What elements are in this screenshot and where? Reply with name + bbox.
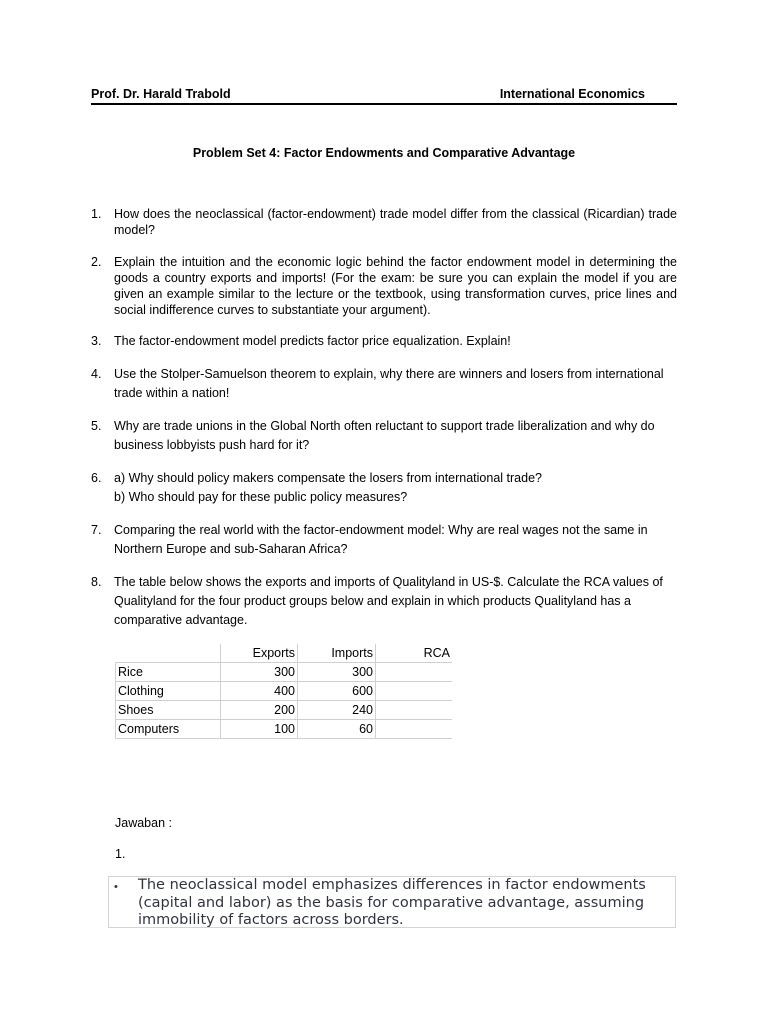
table-row bbox=[116, 682, 453, 701]
question-number: 3. bbox=[91, 334, 102, 348]
exports-cell: 300 bbox=[221, 663, 298, 682]
table-header-row bbox=[116, 644, 453, 663]
imports-cell: 600 bbox=[298, 682, 376, 701]
question-1 bbox=[91, 206, 677, 238]
question-6 bbox=[91, 469, 677, 507]
row-label: Rice bbox=[116, 663, 221, 682]
rca-cell bbox=[376, 663, 453, 682]
answer-label: Jawaban : bbox=[115, 816, 172, 830]
imports-cell: 300 bbox=[298, 663, 376, 682]
header-rule bbox=[91, 103, 677, 105]
question-8 bbox=[91, 573, 677, 630]
header-author: Prof. Dr. Harald Trabold bbox=[91, 87, 231, 101]
question-number: 1. bbox=[91, 207, 102, 221]
question-text: The table below shows the exports and imports of Qualityland in US-$. Calculate the RCA values of Qualityland for the four product groups below and explain in which products Qualityland has a comparative advantage. bbox=[114, 575, 663, 627]
answer-number: 1. bbox=[115, 847, 126, 861]
row-label: Clothing bbox=[116, 682, 221, 701]
header-imports: Imports bbox=[298, 644, 376, 663]
question-text-b: b) Who should pay for these public policy measures? bbox=[114, 490, 408, 504]
answer-box bbox=[108, 876, 676, 928]
question-number: 6. bbox=[91, 471, 102, 485]
question-text: Why are trade unions in the Global North often reluctant to support trade liberalization and why do business lobbyists push hard for it? bbox=[114, 419, 655, 452]
question-text-a: a) Why should policy makers compensate the losers from international trade? bbox=[114, 471, 542, 485]
rca-cell bbox=[376, 701, 453, 720]
question-text: Use the Stolper-Samuelson theorem to explain, why there are winners and losers from international trade within a nation! bbox=[114, 367, 664, 400]
row-label: Shoes bbox=[116, 701, 221, 720]
question-number: 7. bbox=[91, 523, 102, 537]
question-number: 5. bbox=[91, 419, 102, 433]
table-row bbox=[116, 720, 453, 739]
exports-cell: 200 bbox=[221, 701, 298, 720]
question-5 bbox=[91, 417, 677, 455]
rca-cell bbox=[376, 682, 453, 701]
rca-table bbox=[115, 644, 452, 739]
exports-cell: 100 bbox=[221, 720, 298, 739]
bullet-icon: • bbox=[114, 881, 118, 893]
question-number: 4. bbox=[91, 367, 102, 381]
header-course: International Economics bbox=[499, 87, 645, 101]
table-row bbox=[116, 701, 453, 720]
question-number: 2. bbox=[91, 255, 102, 269]
rca-cell bbox=[376, 720, 453, 739]
question-7 bbox=[91, 521, 677, 559]
header-exports: Exports bbox=[221, 644, 298, 663]
question-number: 8. bbox=[91, 575, 102, 589]
header-cell bbox=[116, 644, 221, 663]
question-text: Explain the intuition and the economic logic behind the factor endowment model in determining the goods a country exports and imports! (For the exam: be sure you can explain the model if you are given an example similar to the lecture or the textbook, using transformation curves, price lines and social indifference curves to substantiate your argument). bbox=[114, 255, 677, 317]
question-3 bbox=[91, 333, 677, 349]
question-text: The factor-endowment model predicts factor price equalization. Explain! bbox=[114, 334, 511, 348]
question-text: How does the neoclassical (factor-endowment) trade model differ from the classical (Ricardian) trade model? bbox=[114, 207, 677, 237]
imports-cell: 60 bbox=[298, 720, 376, 739]
question-2 bbox=[91, 254, 677, 318]
problem-set-title: Problem Set 4: Factor Endowments and Comparative Advantage bbox=[192, 146, 576, 160]
question-4 bbox=[91, 365, 677, 403]
answer-text: The neoclassical model emphasizes differences in factor endowments (capital and labor) as the basis for comparative advantage, assuming immobility of factors across borders. bbox=[138, 877, 646, 928]
imports-cell: 240 bbox=[298, 701, 376, 720]
header-rca: RCA bbox=[376, 644, 453, 663]
question-text: Comparing the real world with the factor-endowment model: Why are real wages not the same in Northern Europe and sub-Saharan Africa? bbox=[114, 523, 648, 556]
row-label: Computers bbox=[116, 720, 221, 739]
table-row bbox=[116, 663, 453, 682]
exports-cell: 400 bbox=[221, 682, 298, 701]
